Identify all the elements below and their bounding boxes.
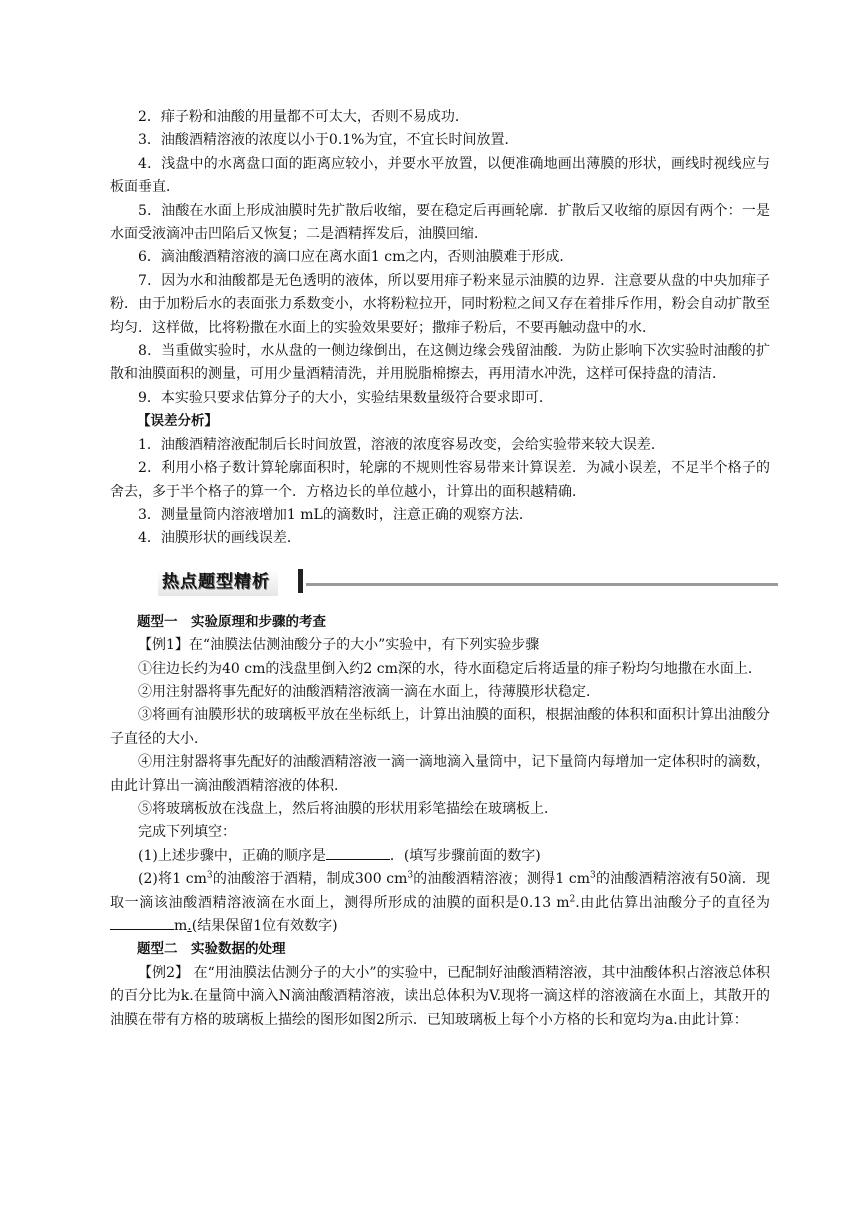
- q1-answer-blank[interactable]: [326, 845, 390, 860]
- q2-unit: m: [174, 918, 188, 934]
- error-3: 3．测量量筒内溶液增加1 mL的滴数时，注意正确的观察方法．: [138, 506, 533, 523]
- example1-question-2: [110, 868, 770, 938]
- q2-sup-c: 3: [590, 870, 596, 881]
- document-body: [110, 106, 770, 1032]
- q2-period: .: [187, 918, 192, 934]
- example1-fill-prompt: 完成下列填空：: [138, 824, 236, 841]
- example1-step-2: ②用注射器将事先配好的油酸酒精溶液滴一滴在水面上，待薄膜形状稳定．: [138, 683, 600, 700]
- q2-answer-blank[interactable]: [110, 915, 174, 930]
- q2-sup-d: 2: [569, 893, 576, 904]
- banner-bar: [298, 569, 303, 593]
- example2-text: 【例2】 在“用油膜法估测分子的大小”的实验中，已配制好油酸酒精溶液，其中油酸体积占溶液总体积的百分比为k.在量筒中滴入N滴油酸酒精溶液，读出总体积为V.现将一滴这样的溶液滴在水面上，其散开的油膜在带有方格的玻璃板上描绘的图形如图2所示．已知玻璃板上每个小方格的长和宽均为a.由此计算：: [110, 964, 770, 1028]
- error-analysis-heading: 【误差分析】: [137, 413, 218, 430]
- q2-text-a: (2)将1 cm: [138, 871, 207, 888]
- example1-step-3: ③将画有油膜形状的玻璃板平放在坐标纸上，计算出油膜的面积，根据油酸的体积和面积计算出油酸分子直径的大小．: [110, 707, 770, 747]
- q2-text-d: 的油酸酒精溶液有50滴．现取一滴该油酸酒精溶液滴在水面上，测得所形成的油膜的面积是0.13 m: [110, 871, 770, 911]
- q2-hint: (结果保留1位有效数字): [191, 918, 338, 934]
- q1-hint: ．(填写步骤前面的数字): [389, 847, 541, 864]
- note-5: 5．油酸在水面上形成油膜时先扩散后收缩，要在稳定后再画轮廓．扩散后又收缩的原因有两个：一是水面受液滴冲击凹陷后又恢复；二是酒精挥发后，油膜回缩．: [110, 202, 770, 243]
- example1-intro: 【例1】在“油膜法估测油酸分子的大小”实验中，有下列实验步骤: [138, 637, 540, 654]
- error-4: 4．油膜形状的画线误差．: [138, 530, 301, 547]
- type2-heading: 题型二 实验数据的处理: [137, 941, 286, 958]
- banner-title: 热点题型精析: [158, 569, 278, 596]
- note-6: 6．滴油酸酒精溶液的滴口应在离水面1 cm之内，否则油膜难于形成．: [138, 249, 574, 266]
- type1-heading: 题型一 实验原理和步骤的考查: [137, 613, 326, 630]
- example1-step-5: ⑤将玻璃板放在浅盘上，然后将油膜的形状用彩笔描绘在玻璃板上．: [138, 800, 558, 817]
- example1-step-1: ①往边长约为40 cm的浅盘里倒入约2 cm深的水，待水面稳定后将适量的痱子粉均匀地撒在水面上．: [138, 660, 762, 677]
- q2-text-b: 的油酸溶于酒精，制成300 cm: [212, 871, 408, 888]
- q2-sup-a: 3: [206, 870, 213, 881]
- note-2: 2．痱子粉和油酸的用量都不可太大，否则不易成功．: [138, 109, 469, 125]
- error-2: 2．利用小格子数计算轮廓面积时，轮廓的不规则性容易带来计算误差．为减小误差，不足半个格子的舍去，多于半个格子的算一个．方格边长的单位越小，计算出的面积越精确．: [110, 460, 770, 500]
- note-9: 9．本实验只要求估算分子的大小，实验结果数量级符合要求即可．: [138, 389, 553, 406]
- note-4: 4．浅盘中的水离盘口面的距离应较小，并要水平放置，以便准确地画出薄膜的形状，画线时视线应与板面垂直．: [110, 155, 770, 196]
- example1-question-1: [110, 845, 770, 868]
- section-banner: [110, 561, 770, 605]
- note-8: 8．当重做实验时，水从盘的一侧边缘倒出，在这侧边缘会残留油酸．为防止影响下次实验时油酸的扩散和油膜面积的测量，可用少量酒精清洗，并用脱脂棉擦去，再用清水冲洗，这样可保持盘的清洁．: [110, 343, 770, 383]
- q2-text-e: .由此估算出油酸分子的直径为: [575, 894, 770, 911]
- q1-text: (1)上述步骤中，正确的顺序是: [138, 847, 326, 864]
- example1-step-4: ④用注射器将事先配好的油酸酒精溶液一滴一滴地滴入量筒中，记下量筒内每增加一定体积时的滴数，由此计算出一滴油酸酒精溶液的体积．: [110, 754, 770, 794]
- error-1: 1．油酸酒精溶液配制后长时间放置，溶液的浓度容易改变，会给实验带来较大误差．: [138, 436, 665, 453]
- q2-text-c: 的油酸酒精溶液；测得1 cm: [413, 871, 591, 888]
- q2-sup-b: 3: [407, 870, 414, 881]
- note-7: 7．因为水和油酸都是无色透明的液体，所以要用痱子粉来显示油膜的边界．注意要从盘的中央加痱子粉．由于加粉后水的表面张力系数变小，水将粉粒拉开，同时粉粒之间又存在着排斥作用，粉会自动扩散至均匀．这样做，比将粉撒在水面上的实验效果要好；撒痱子粉后，不要再触动盘中的水．: [110, 272, 770, 336]
- note-3: 3．油酸酒精溶液的浓度以小于0.1%为宜，不宜长时间放置．: [138, 132, 519, 149]
- banner-rule: [306, 583, 778, 586]
